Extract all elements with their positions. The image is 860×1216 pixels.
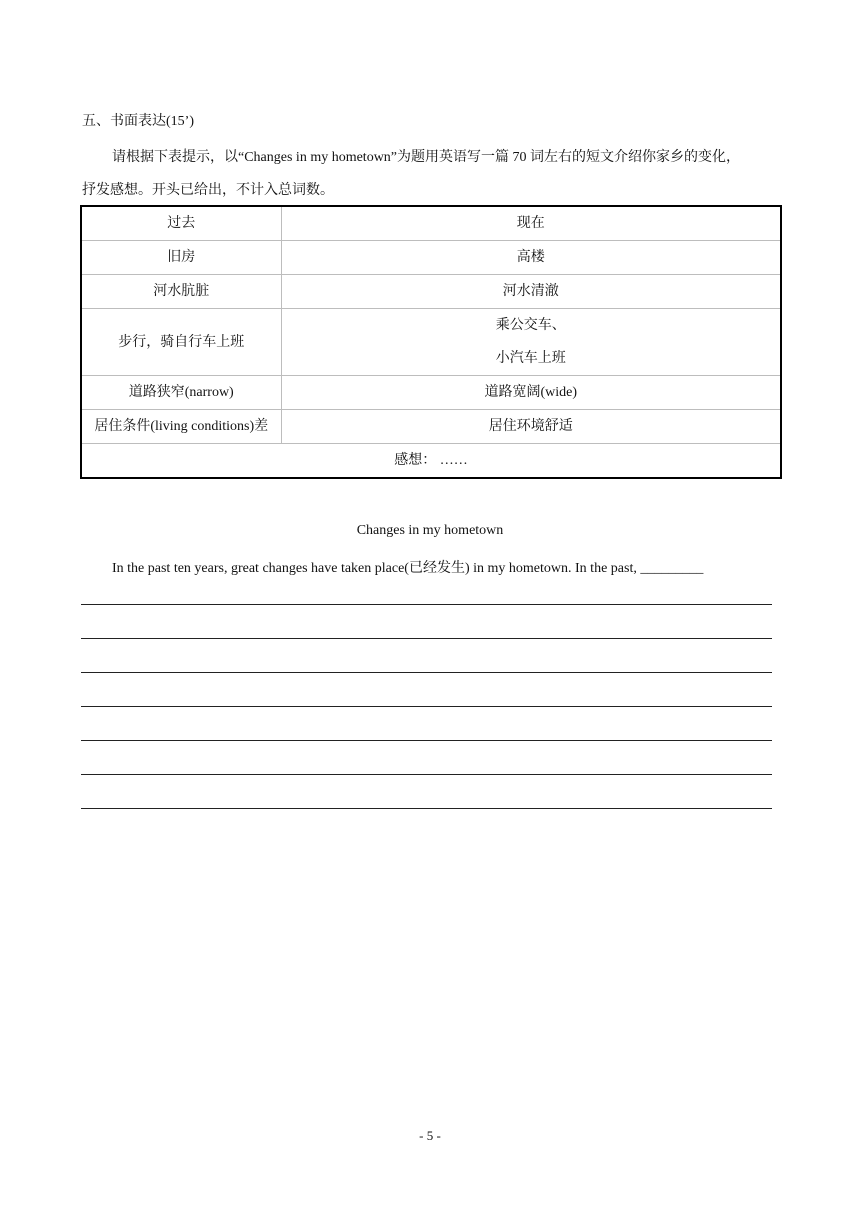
table-row <box>81 309 781 376</box>
cell-now: 河水清澈 <box>281 275 781 309</box>
instruction-line-2: 抒发感想。开头已给出，不计入总词数。 <box>82 183 334 198</box>
cell-now-line: 乘公交车、 <box>495 318 566 333</box>
cell-past: 河水肮脏 <box>81 275 281 309</box>
cell-now: 道路宽阔(wide) <box>281 376 781 410</box>
cell-past: 步行，骑自行车上班 <box>81 309 281 376</box>
answer-line[interactable] <box>81 604 772 605</box>
answer-line[interactable] <box>81 672 772 673</box>
hint-table <box>80 205 782 479</box>
answer-line[interactable] <box>81 774 772 775</box>
answer-line[interactable] <box>81 740 772 741</box>
cell-past: 道路狭窄(narrow) <box>81 376 281 410</box>
essay-first-line: In the past ten years, great changes have taken place(已经发生) in my hometown. In the past, _________ <box>112 561 704 576</box>
essay-title: Changes in my hometown <box>356 523 504 538</box>
section-heading: 五、书面表达(15’) <box>82 114 194 129</box>
cell-past: 居住条件(living conditions)差 <box>81 410 281 444</box>
table-row <box>81 241 781 275</box>
cell-now-line: 小汽车上班 <box>495 351 566 366</box>
page-number: - 5 - <box>419 1128 441 1143</box>
cell-now: 居住环境舒适 <box>281 410 781 444</box>
table-row <box>81 376 781 410</box>
table-row <box>81 275 781 309</box>
reflection-cell: 感想： …… <box>81 444 781 479</box>
answer-line[interactable] <box>81 706 772 707</box>
answer-line[interactable] <box>81 638 772 639</box>
cell-now <box>281 309 781 376</box>
header-now: 现在 <box>281 206 781 241</box>
answer-line[interactable] <box>81 808 772 809</box>
table-footer-row <box>81 444 781 479</box>
header-past: 过去 <box>81 206 281 241</box>
cell-past: 旧房 <box>81 241 281 275</box>
table-row <box>81 410 781 444</box>
instruction-line-1: 请根据下表提示，以“Changes in my hometown”为题用英语写一篇 70 词左右的短文介绍你家乡的变化， <box>112 150 741 165</box>
table-header-row <box>81 206 781 241</box>
cell-now: 高楼 <box>281 241 781 275</box>
